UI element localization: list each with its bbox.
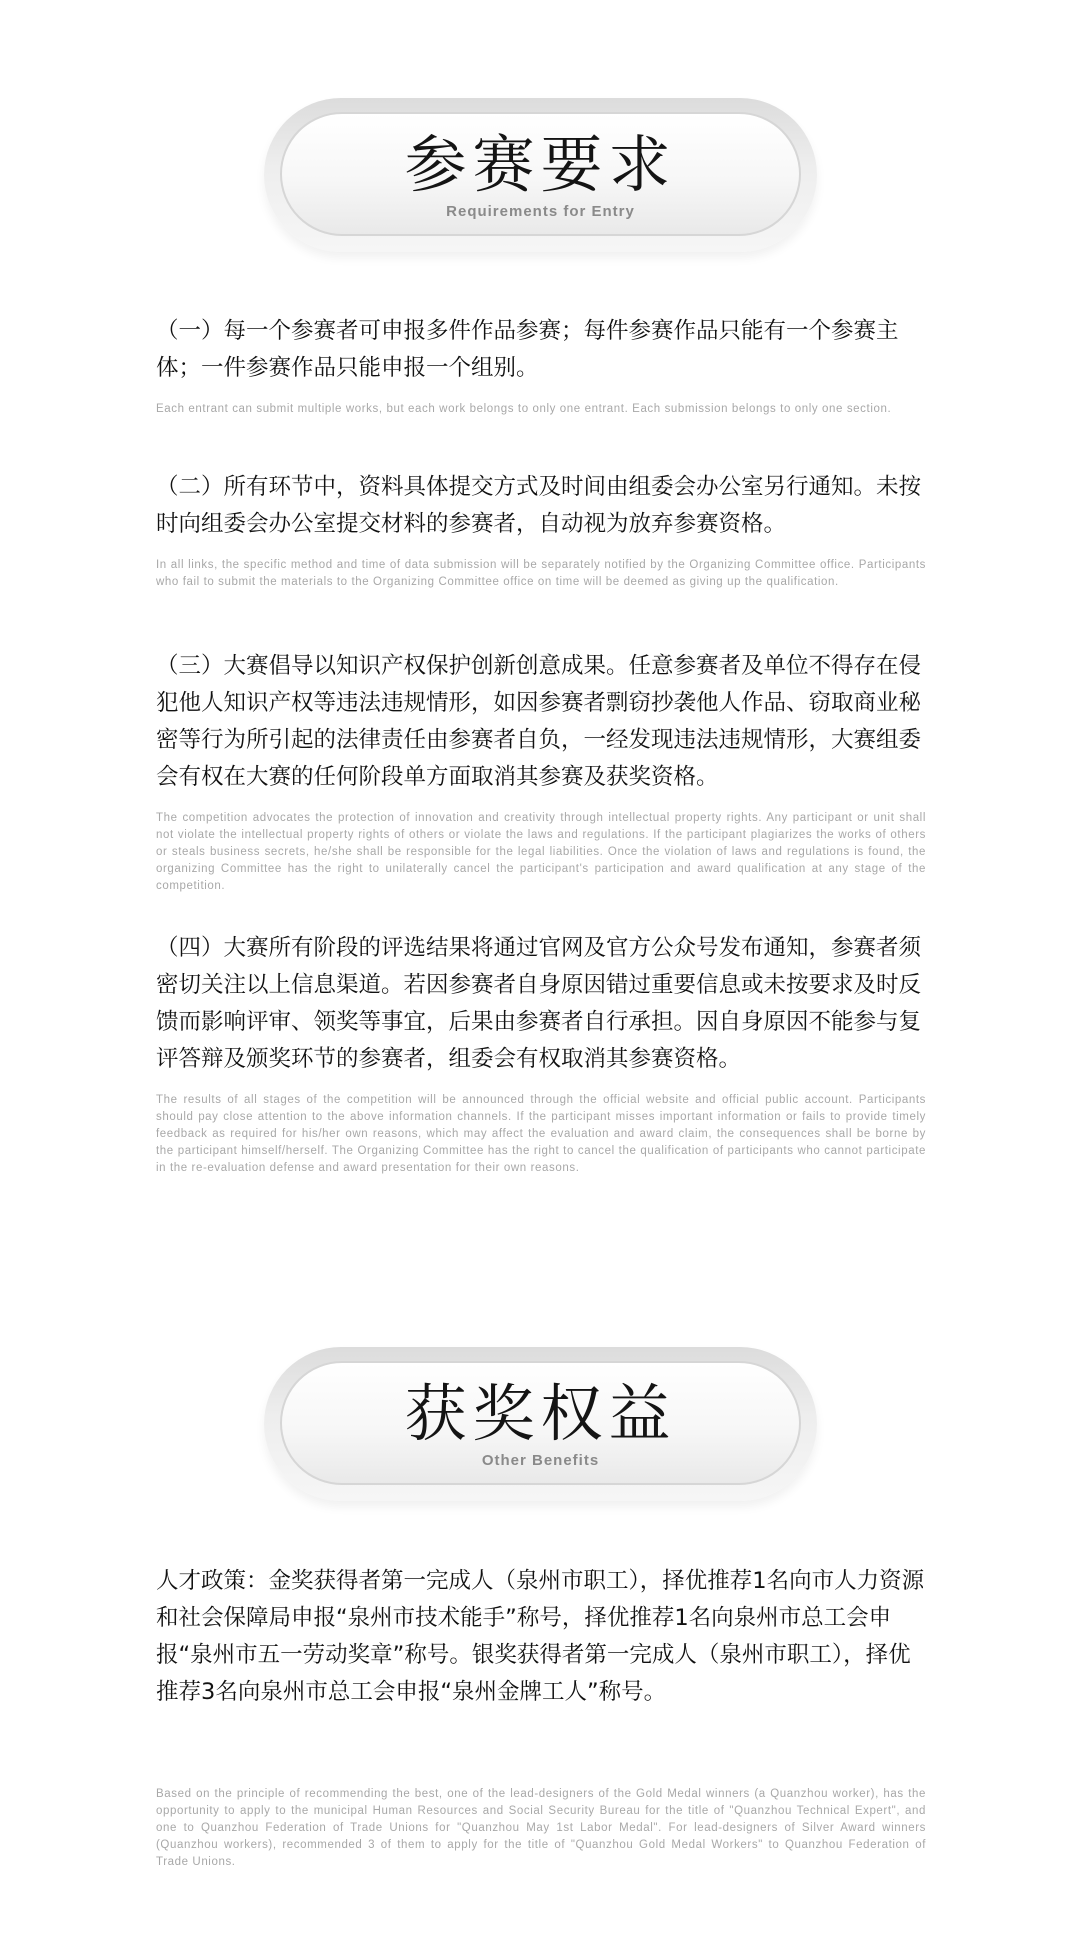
requirement-item-4 [156,930,926,1177]
section-header-requirements [264,98,817,252]
requirement-item-1 [156,313,926,418]
section-subtitle: Requirements for Entry [446,203,635,220]
section-header-inner [280,112,801,236]
benefits-text-en: Based on the principle of recommending the best, one of the lead-designers of the Gold Medal winners (a Quanzhou worker), has the opportunity to apply to the municipal Human Resources and Social Security Bureau for the title of "Quanzhou Technical Expert", and one to Quanzhou Federation of Trade Unions for "Quanzhou May 1st Labor Medal". For lead-designers of Silver Award winners (Quanzhou workers), recommended 3 of them to apply for the title of "Quanzhou Gold Medal Workers" to Quanzhou Federation of Trade Unions. [156,1788,926,1868]
requirement-text-en: Each entrant can submit multiple works, but each work belongs to only one entrant. Each submission belongs to only one section. [156,403,892,415]
section-header-inner [280,1361,801,1485]
requirement-text-en: The results of all stages of the competition will be announced through the official website and official public account. Participants should pay close attention to the above information channels. If the participant misses important information or fails to provide timely feedback as required for his/her own reasons, which may affect the evaluation and award claim, the consequences shall be borne by the participant himself/herself. The Organizing Committee has the right to cancel the qualification of participants who cannot participate in the re-evaluation defense and award presentation for their own reasons. [156,1094,926,1174]
requirement-text-zh: （四）大赛所有阶段的评选结果将通过官网及官方公众号发布通知，参赛者须密切关注以上信息渠道。若因参赛者自身原因错过重要信息或未按要求及时反馈而影响评审、领奖等事宜，后果由参赛者自行承担。因自身原因不能参与复评答辩及颁奖环节的参赛者，组委会有权取消其参赛资格。 [156,935,922,1072]
requirement-text-zh: （三）大赛倡导以知识产权保护创新创意成果。任意参赛者及单位不得存在侵犯他人知识产权等违法违规情形，如因参赛者剽窃抄袭他人作品、窃取商业秘密等行为所引起的法律责任由参赛者自负，一经发现违法违规情形，大赛组委会有权在大赛的任何阶段单方面取消其参赛及获奖资格。 [156,653,922,790]
requirement-item-2 [156,469,926,591]
benefits-text-block [156,1563,926,1711]
requirement-text-zh: （一）每一个参赛者可申报多件作品参赛；每件参赛作品只能有一个参赛主体；一件参赛作品只能申报一个组别。 [156,318,899,381]
requirement-text-en: The competition advocates the protection of innovation and creativity through intellectual property rights. Any participant or unit shall not violate the intellectual property rights of others or violate the laws and regulations. If the participant plagiarizes the works of others or steals business secrets, he/she shall be responsible for the legal liabilities. Once the violation of laws and regulations is found, the organizing Committee has the right to unilaterally cancel the participant's participation and award qualification at any stage of the competition. [156,812,926,892]
benefits-english-block [156,1786,926,1871]
section-header-benefits [264,1347,817,1501]
section-title: 获奖权益 [404,1377,677,1450]
section-title: 参赛要求 [404,128,677,201]
requirement-text-en: In all links, the specific method and time of data submission will be separately notified by the Organizing Committee office. Participants who fail to submit the materials to the Organizing Committee office on time will be deemed as giving up the qualification. [156,559,926,588]
requirement-item-3 [156,648,926,895]
requirement-text-zh: （二）所有环节中，资料具体提交方式及时间由组委会办公室另行通知。未按时向组委会办公室提交材料的参赛者，自动视为放弃参赛资格。 [156,474,922,537]
benefits-text-zh: 人才政策：金奖获得者第一完成人（泉州市职工），择优推荐1名向市人力资源和社会保障局申报“泉州市技术能手”称号，择优推荐1名向泉州市总工会申报“泉州市五一劳动奖章”称号。银奖获得者第一完成人（泉州市职工），择优推荐3名向泉州市总工会申报“泉州金牌工人”称号。 [156,1568,925,1705]
section-subtitle: Other Benefits [481,1452,600,1469]
